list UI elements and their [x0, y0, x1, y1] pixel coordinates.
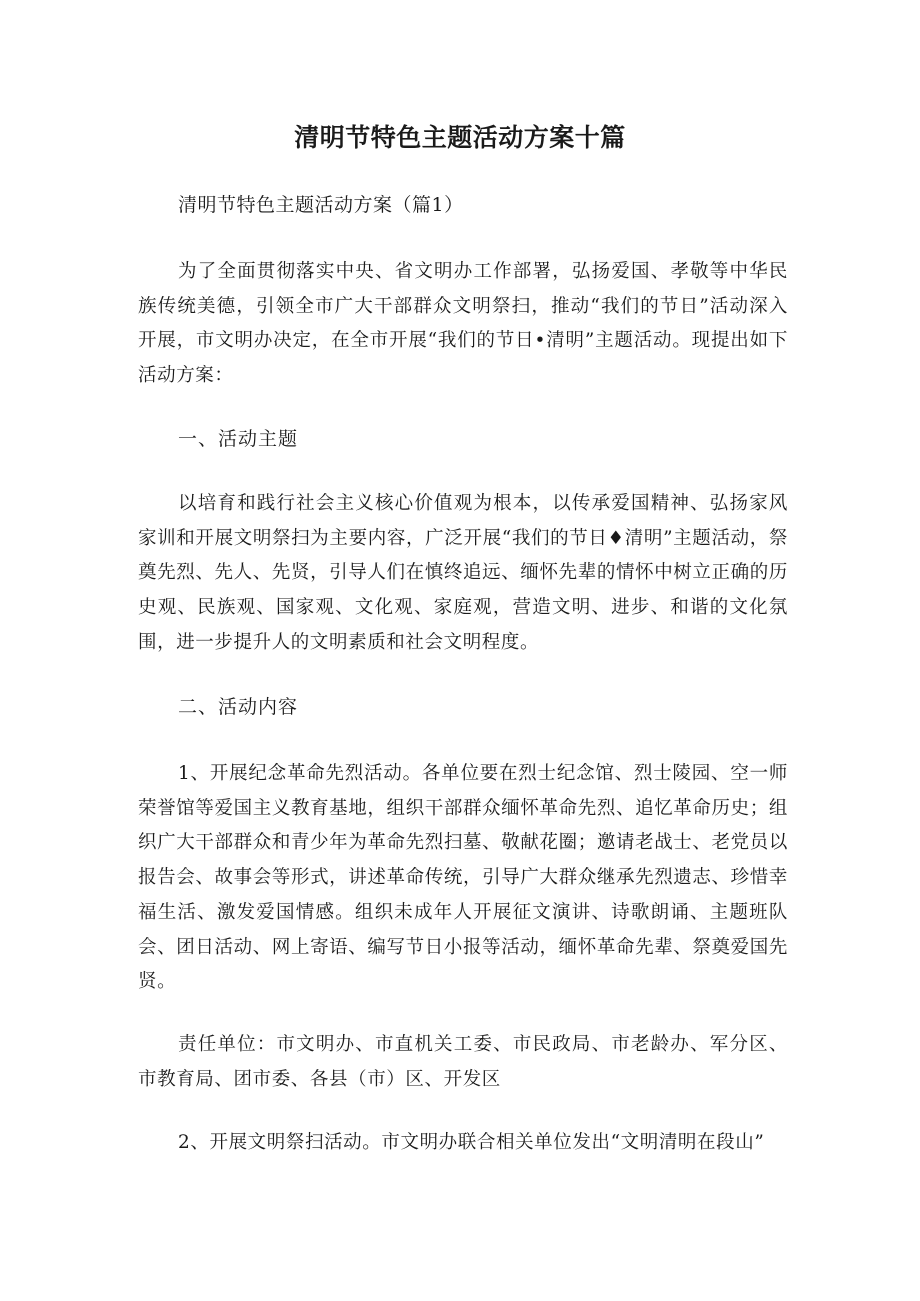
- section-heading-theme: 一、活动主题: [178, 428, 299, 450]
- document-title: 清明节特色主题活动方案十篇: [294, 123, 626, 152]
- content-item-1: 1、开展纪念革命先烈活动。各单位要在烈士纪念馆、烈士陵园、空一师荣誉馆等爱国主义教育基地，组织干部群众缅怀革命先烈、追忆革命历史；组织广大干部群众和青少年为革命先烈扫墓、敬献花圈；邀请老战士、老党员以报告会、故事会等形式，讲述革命传统，引导广大群众继承先烈遗志、珍惜幸福生活、激发爱国情感。组织未成年人开展征文演讲、诗歌朗诵、主题班队会、团日活动、网上寄语、编写节日小报等活动，缅怀革命先辈、祭奠爱国先贤。: [138, 763, 788, 993]
- document-subtitle: 清明节特色主题活动方案（篇1）: [178, 194, 464, 216]
- section-heading-content: 二、活动内容: [178, 696, 299, 718]
- theme-paragraph: 以培育和践行社会主义核心价值观为根本，以传承爱国精神、弘扬家风家训和开展文明祭扫为主要内容，广泛开展“我们的节日♦清明”主题活动，祭奠先烈、先人、先贤，引导人们在慎终追远、缅怀先辈的情怀中树立正确的历史观、民族观、国家观、文化观、家庭观，营造文明、进步、和谐的文化氛围，进一步提升人的文明素质和社会文明程度。: [138, 493, 788, 653]
- intro-paragraph: 为了全面贯彻落实中央、省文明办工作部署，弘扬爱国、孝敬等中华民族传统美德，引领全市广大干部群众文明祭扫，推动“我们的节日”活动深入开展，市文明办决定，在全市开展“我们的节日•清明”主题活动。现提出如下活动方案：: [138, 261, 788, 387]
- responsible-units: 责任单位：市文明办、市直机关工委、市民政局、市老龄办、军分区、市教育局、团市委、各县（市）区、开发区: [138, 1034, 788, 1090]
- content-item-2: 2、开展文明祭扫活动。市文明办联合相关单位发出“文明清明在段山”: [178, 1132, 765, 1153]
